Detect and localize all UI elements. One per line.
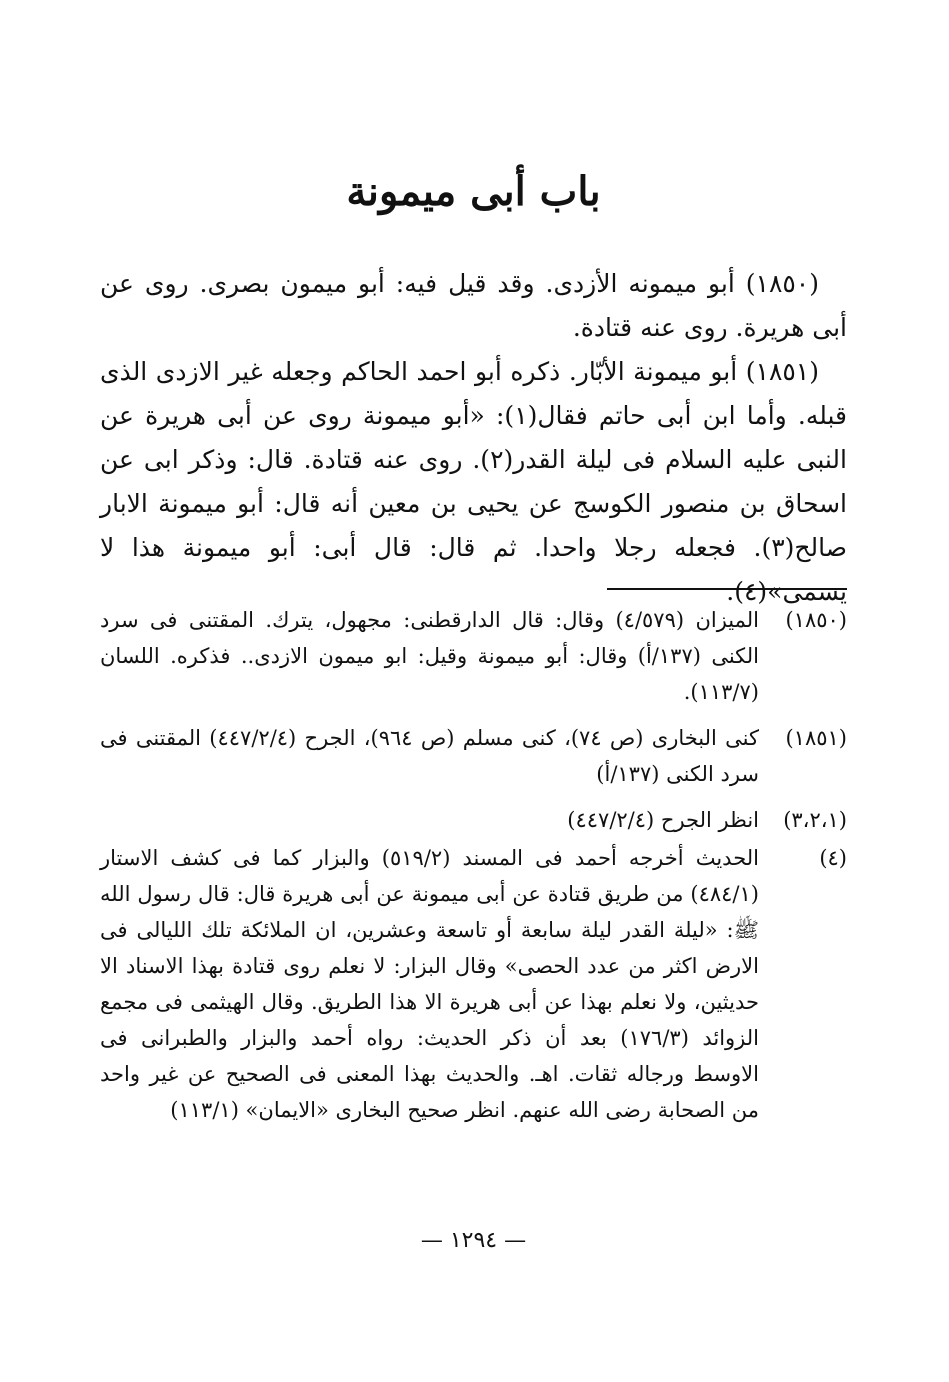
footnote-ref: (١٨٥٠)	[785, 608, 847, 632]
footnote-ref: (١٨٥١)	[785, 726, 847, 750]
footnote-separator	[607, 588, 847, 590]
main-text	[100, 262, 847, 614]
footnote-text: كنى البخارى (ص ٧٤)، كنى مسلم (ص ٩٦٤)، الجرح (٤٤٧/٢/٤) المقتنى فى سرد الكنى (١٣٧/أ)	[100, 726, 759, 786]
footnote-4	[100, 840, 847, 1128]
footnote-1851	[100, 720, 847, 792]
footnote-text: الميزان (٤/٥٧٩) وقال: قال الدارقطنى: مجهول، يترك. المقتنى فى سرد الكنى (١٣٧/أ) وقال: أبو ميمونة وقيل: ابو ميمون الازدى.. فذكره. اللسان (١١٣/٧).	[100, 608, 760, 704]
footnote-text: الحديث أخرجه أحمد فى المسند (٥١٩/٢) والبزار كما فى كشف الاستار (٤٨٤/١) من طريق قتادة عن أبى ميمونة عن أبى هريرة قال: قال رسول الله ﷺ: «ليلة القدر ليلة سابعة أو تاسعة وعشرين، ان الملائكة تلك الليالى فى الارض اكثر من عدد الحصى» وقال البزار: لا نعلم روى قتادة بهذا الاسناد الا حديثين، ولا نعلم بهذا عن أبى هريرة الا هذا الطريق. وقال الهيثمى فى مجمع الزوائد (١٧٦/٣) بعد أن ذكر الحديث: رواه أحمد والبزار والطبرانى فى الاوسط ورجاله ثقات. اهـ. والحديث بهذا المعنى فى الصحيح عن غير واحد من الصحابة رضى الله عنهم. انظر صحيح البخارى «الايمان» (١١٣/١)	[100, 846, 760, 1122]
footnote-1850	[100, 602, 847, 710]
page-number: — ١٢٩٤ —	[420, 1228, 527, 1253]
footnotes	[100, 602, 847, 1138]
footnote-ref: (٣،٢،١)	[783, 808, 847, 832]
footnote-1-2-3	[100, 802, 847, 838]
entry-1851: (١٨٥١) أبو ميمونة الأبّار. ذكره أبو احمد الحاكم وجعله غير الازدى الذى قبله. وأما ابن أبى حاتم فقال(١): «أبو ميمونة روى عن أبى هريرة عن النبى عليه السلام فى ليلة القدر(٢). روى عنه قتادة. قال: وذكر ابى عن اسحاق بن منصور الكوسج عن يحيى بن معين أنه قال: أبو ميمونة الابار صالح(٣). فجعله رجلا واحدا. ثم قال: قال أبى: أبو ميمونة هذا لا يسمى»(٤).	[100, 357, 847, 606]
footnote-ref: (٤)	[819, 846, 847, 870]
chapter-title: باب أبى ميمونة	[346, 168, 601, 215]
entry-1850: (١٨٥٠) أبو ميمونه الأزدى. وقد قيل فيه: أبو ميمون بصرى. روى عن أبى هريرة. روى عنه قتادة.	[100, 269, 847, 342]
footnote-text: انظر الجرح (٤٤٧/٢/٤)	[567, 808, 759, 832]
